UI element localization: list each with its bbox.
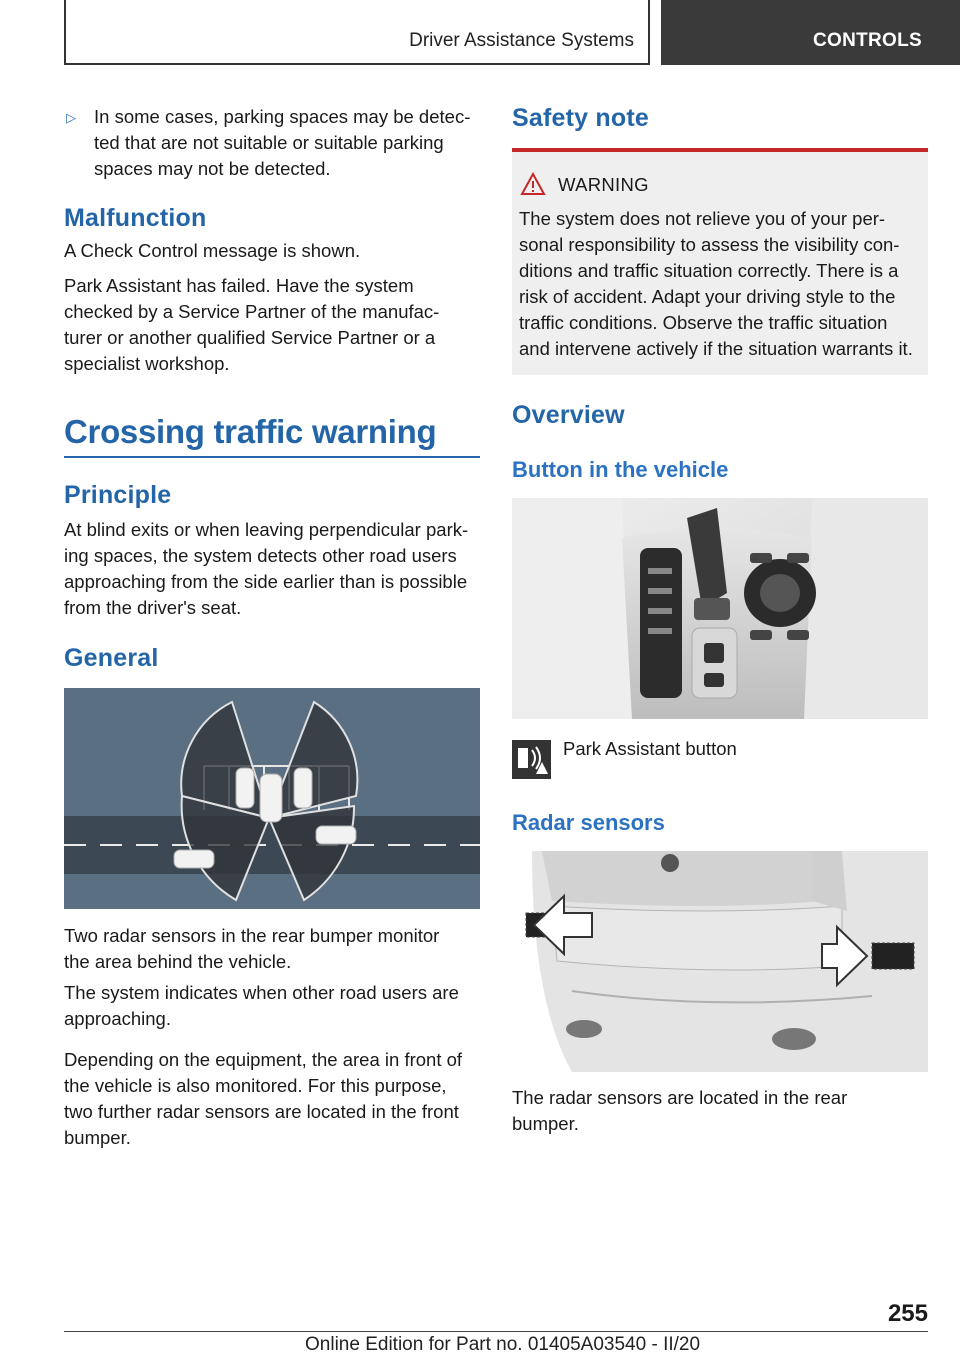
header-chapter-tab xyxy=(661,0,960,65)
radar-sensors-heading: Radar sensors xyxy=(512,810,665,835)
radar-coverage-diagram xyxy=(64,688,480,909)
footer-divider xyxy=(64,1331,928,1332)
button-in-vehicle-heading: Button in the vehicle xyxy=(512,457,729,482)
header-chapter-label: CONTROLS xyxy=(813,30,923,51)
warning-triangle-icon xyxy=(520,172,546,196)
general-heading: General xyxy=(64,644,159,672)
warning-text: The system does not relieve you of your per- sonal responsibility to assess the visibility con- ditions and traffic situation correctly. There is a risk of accident. Adapt your driving style to the traffic conditions. Observe the traffic situation and intervene actively if the situation warrants it. xyxy=(519,208,913,359)
header-section-label: Driver Assistance Systems xyxy=(409,30,634,51)
park-assistant-button-icon xyxy=(512,740,551,779)
general-p3: Depending on the equipment, the area in front of the vehicle is also monitored. For this purpose, two further radar sensors are located in the front bumper. xyxy=(64,1049,463,1148)
general-p2: The system indicates when other road users are approaching. xyxy=(64,982,459,1029)
footer-edition: Online Edition for Part no. 01405A03540 - II/20 xyxy=(305,1334,701,1355)
safety-note-heading: Safety note xyxy=(512,104,649,132)
general-p1: Two radar sensors in the rear bumper monitor the area behind the vehicle. xyxy=(64,925,440,972)
title-underline xyxy=(64,456,480,458)
principle-text: At blind exits or when leaving perpendicular park- ing spaces, the system detects other road users approaching from the side earlier than is possible from the driver's seat. xyxy=(64,519,469,618)
malfunction-p1: A Check Control message is shown. xyxy=(64,240,361,261)
center-console-photo xyxy=(512,498,928,719)
bullet-text: In some cases, parking spaces may be detec- ted that are not suitable or suitable parking spaces may not be detected. xyxy=(94,106,471,179)
overview-heading: Overview xyxy=(512,401,625,429)
park-assistant-button-label: Park Assistant button xyxy=(563,738,737,759)
crossing-traffic-title: Crossing traffic warning xyxy=(64,413,437,450)
bullet-triangle-icon: ▷ xyxy=(66,110,76,125)
malfunction-heading: Malfunction xyxy=(64,204,207,232)
header-section-tab xyxy=(64,0,650,65)
malfunction-p2: Park Assistant has failed. Have the system checked by a Service Partner of the manufac- turer or another qualified Service Partner or a specialist workshop. xyxy=(64,275,440,374)
warning-box xyxy=(512,148,928,375)
warning-title: WARNING xyxy=(558,174,649,195)
principle-heading: Principle xyxy=(64,481,172,509)
radar-sensors-text: The radar sensors are located in the rear bumper. xyxy=(512,1087,848,1134)
rear-bumper-photo xyxy=(512,851,928,1072)
page-number: 255 xyxy=(887,1300,928,1327)
